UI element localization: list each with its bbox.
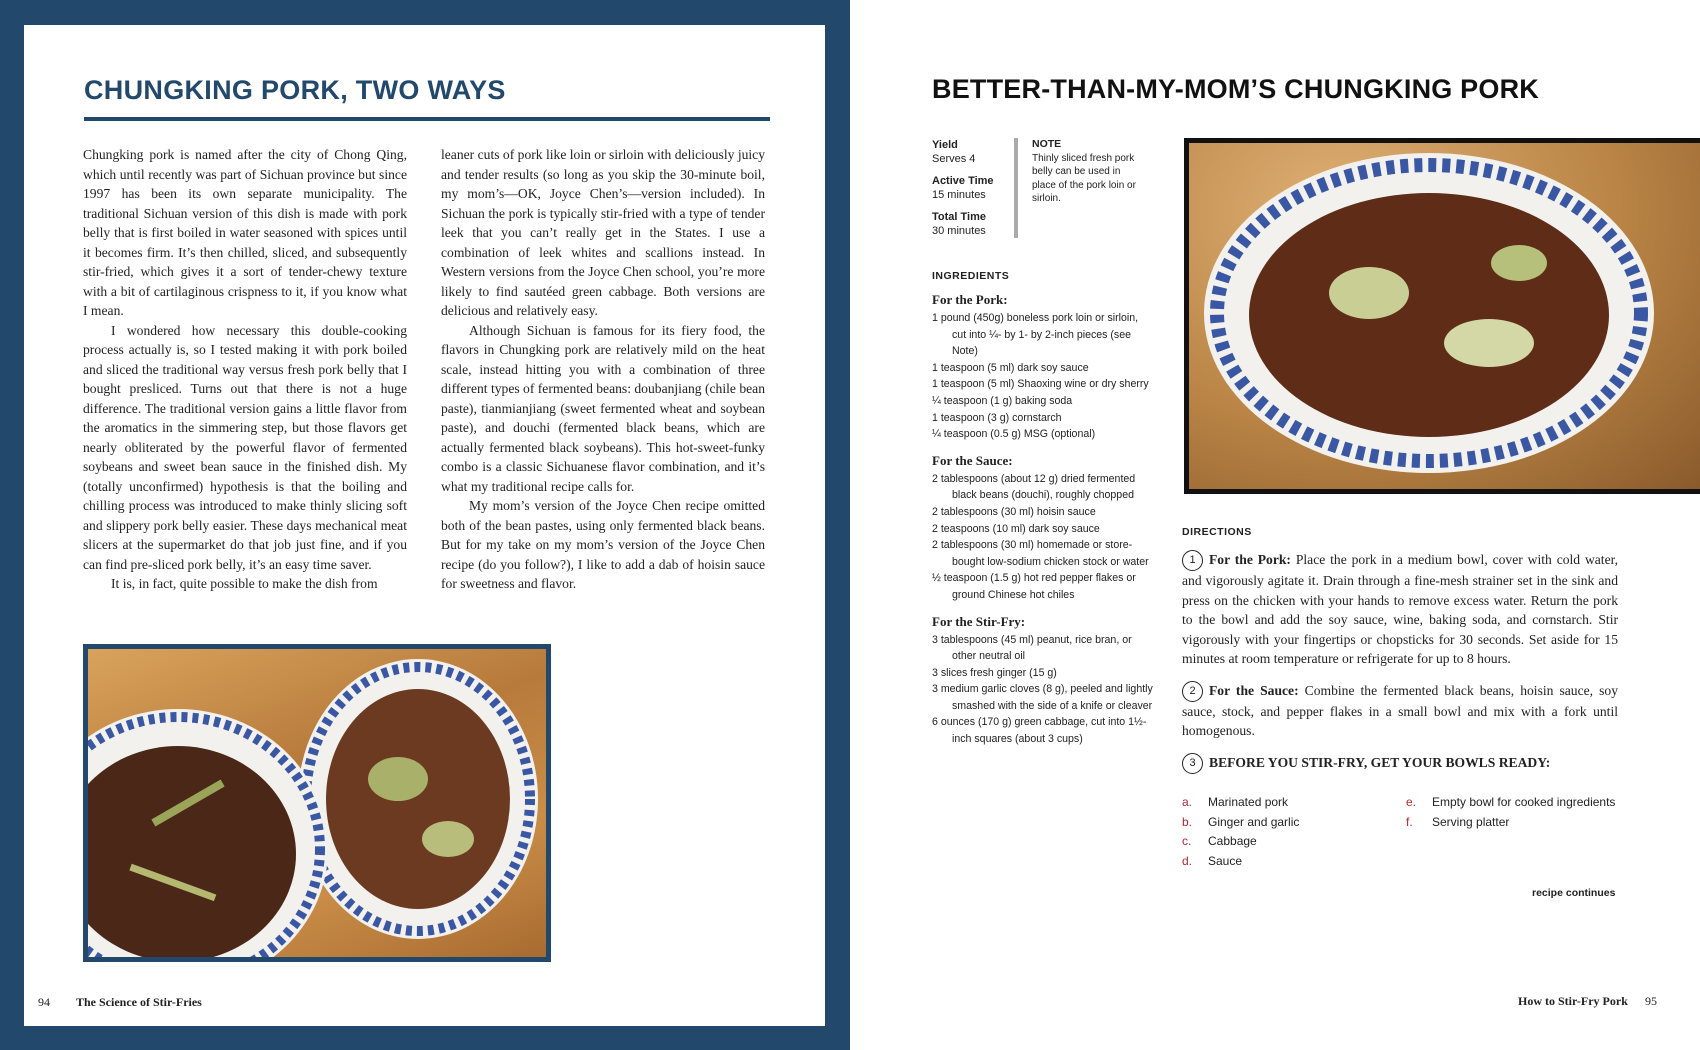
text-column-2	[441, 145, 765, 594]
recipe-title: BETTER-THAN-MY-MOM’S CHUNGKING PORK	[932, 74, 1539, 104]
running-footer: The Science of Stir-Fries	[76, 995, 202, 1009]
cabbage	[1329, 267, 1409, 319]
paragraph: It is, in fact, quite possible to make the dish from	[111, 576, 378, 591]
recipe-photo	[1184, 138, 1700, 494]
ingredient-item: 3 medium garlic cloves (8 g), peeled and lightly smashed with the side of a knife or cleaver	[932, 683, 1153, 712]
left-page	[24, 25, 825, 1026]
ingredient-item: 2 tablespoons (30 ml) homemade or store-bought low-sodium chicken stock or water	[932, 539, 1149, 568]
bowl-item	[1182, 793, 1406, 813]
ingredient-item: ¼ teaspoon (0.5 g) MSG (optional)	[932, 428, 1096, 441]
ingredient-groups	[932, 292, 1154, 748]
bowl-text: Serving platter	[1432, 814, 1510, 829]
ingredient-group-title: For the Sauce:	[932, 452, 1013, 468]
paragraph: leaner cuts of pork like loin or sirloin with deliciously juicy and tender results (so long as you skip the 30-minute boil, my mom’s—OK, Joyce Chen’s—version included). In Sichuan the pork is typically stir-fried with a type of tender leek that you can’t really get in the States. I use a combination of leek whites and scallions instead. In Western versions from the Joyce Chen school, you’re more likely to find sautéed green cabbage. Both versions are delicious and relatively easy.	[441, 147, 765, 318]
text-column-1	[83, 145, 407, 594]
bowl-item	[1406, 832, 1618, 852]
two-bowls-photo	[83, 644, 551, 962]
paragraph: Chungking pork is named after the city of Chong Qing, which until recently was part of Sichuan province but since 1997 has been its own separate municipality. The traditional Sichuan version of this dish is made with pork belly that is first boiled in water seasoned with spices until it becomes firm. It’s then chilled, sliced, and subsequently stir-fried, which gives it a sort of tender-chewy texture with a bit of cartilaginous crispness to it, if you know what I mean.	[83, 147, 407, 318]
step-lead: For the Pork:	[1209, 552, 1291, 567]
bowl-letter: e.	[1406, 795, 1417, 809]
ingredient-item: 2 teaspoons (10 ml) dark soy sauce	[932, 522, 1100, 535]
ingredient-group-title: For the Pork:	[932, 292, 1008, 307]
photo-image	[88, 649, 546, 957]
bowls-illustration	[88, 649, 546, 957]
title-rule	[84, 117, 770, 121]
bowl-letter	[1406, 852, 1432, 872]
bowl-letter: a.	[1182, 795, 1193, 809]
bowl-letter: f.	[1406, 814, 1413, 829]
paragraph: I wondered how necessary this double-cooking process actually is, so I tested making it with pork boiled and sliced the traditional way versus fresh pork belly that I bought presliced. Turns out that there is not a huge difference. The traditional version gains a little flavor from the aromatics in the simmering step, but those flavors get nearly obliterated by the powerful flavor of fermented soybeans and sweet bean sauce in the finished dish. My (totally unconfirmed) hypothesis is that the boiling and chilling process was introduced to make thinly slicing soft and slippery pork belly easier. These days mechanical meat slicers at the supermarket do that job just fine, and if you can find pre-sliced pork belly, it’s an easy time saver.	[83, 322, 407, 572]
photo-image	[1189, 143, 1700, 489]
ingredient-item: 2 tablespoons (about 12 g) dried fermented black beans (douchi), roughly chopped	[932, 472, 1136, 502]
bowl-item	[1182, 832, 1406, 852]
direction-step	[1182, 681, 1618, 741]
direction-step	[1182, 550, 1618, 669]
ingredients-section	[932, 270, 1154, 748]
running-footer: How to Stir-Fry Pork	[1518, 994, 1628, 1008]
ingredient-item: 3 slices fresh ginger (15 g)	[932, 666, 1057, 679]
bowl-text: Marinated pork	[1208, 795, 1289, 809]
ingredients-heading: INGREDIENTS	[932, 270, 1010, 282]
bowl-food	[1249, 193, 1609, 437]
step-number: 1	[1182, 550, 1203, 571]
step-text: Combine the fermented black beans, hoisin sauce, soy sauce, stock, and pepper flakes in a small bowl and mix with a fork until homogenous.	[1182, 682, 1618, 738]
ingredient-list	[932, 471, 1154, 604]
directions-heading: DIRECTIONS	[1182, 526, 1252, 538]
page-title: CHUNGKING PORK, TWO WAYS	[84, 75, 506, 105]
bowl-letter: d.	[1182, 853, 1193, 868]
bowl-item	[1182, 813, 1406, 833]
directions-section	[1182, 526, 1618, 774]
page-number: 94	[38, 995, 50, 1009]
paragraph: My mom’s version of the Joyce Chen recipe omitted both of the bean pastes, using only fermented black beans. But for my take on my mom’s version of the Joyce Chen recipe (do you follow?), I like to add a dab of hoisin sauce for sweetness and flavor.	[441, 498, 765, 591]
bowl-letter: b.	[1182, 814, 1193, 829]
bowl-item	[1406, 852, 1618, 872]
bowl-item	[1182, 852, 1406, 872]
total-time-label: Total Time	[932, 211, 986, 223]
cabbage	[422, 821, 474, 857]
note-label: NOTE	[1032, 138, 1062, 150]
bowl-text: Ginger and garlic	[1208, 814, 1300, 829]
total-time-value: 30 minutes	[932, 225, 986, 237]
ingredient-list	[932, 632, 1154, 748]
yield-label: Yield	[932, 139, 958, 151]
bowls-list	[1182, 793, 1618, 871]
active-time-value: 15 minutes	[932, 189, 986, 201]
ingredient-item: 1 teaspoon (5 ml) Shaoxing wine or dry sherry	[932, 378, 1149, 391]
recipe-note	[1032, 138, 1142, 206]
active-time-label: Active Time	[932, 175, 994, 187]
bowl-item	[1406, 813, 1618, 833]
step-number: 2	[1182, 681, 1203, 702]
page-number: 95	[1645, 994, 1657, 1008]
ingredient-item: 3 tablespoons (45 ml) peanut, rice bran, or other neutral oil	[932, 633, 1132, 663]
ingredient-group-title: For the Stir-Fry:	[932, 613, 1026, 629]
right-bowl-food	[326, 689, 510, 909]
bowl-text: Empty bowl for cooked ingredients	[1432, 795, 1616, 809]
yield-value: Serves 4	[932, 153, 976, 165]
direction-step	[1182, 753, 1618, 774]
step-lead: BEFORE YOU STIR-FRY, GET YOUR BOWLS READY:	[1209, 754, 1551, 770]
bowl-illustration	[1189, 143, 1700, 489]
ingredient-item: 6 ounces (170 g) green cabbage, cut into 1½-inch squares (about 3 cups)	[932, 716, 1147, 746]
recipe-continues: recipe continues	[1532, 887, 1616, 899]
ingredient-list	[932, 310, 1154, 443]
bowl-letter	[1406, 832, 1432, 852]
ingredient-item: 1 teaspoon (5 ml) dark soy sauce	[932, 361, 1089, 374]
cabbage	[1491, 245, 1547, 281]
bowl-text: Sauce	[1208, 853, 1243, 868]
cabbage	[368, 757, 428, 801]
bowl-text: Cabbage	[1208, 834, 1257, 848]
direction-steps	[1182, 550, 1618, 774]
cabbage	[1444, 319, 1534, 367]
step-number: 3	[1182, 753, 1203, 774]
ingredient-item: 1 teaspoon (3 g) cornstarch	[932, 411, 1062, 424]
step-text: Place the pork in a medium bowl, cover with cold water, and vigorously agitate it. Drain through a fine-mesh strainer set in the sink and press on the chicken with your hands to remove excess water. Return the pork to the bowl and add the soy sauce, wine, baking soda, and cornstarch. Stir vigorously with your fingertips or chopsticks for 30 seconds. Set aside for 15 minutes at room temperature or refrigerate for up to 8 hours.	[1182, 552, 1619, 666]
note-text: Thinly sliced fresh pork belly can be used in place of the pork loin or sirloin.	[1032, 152, 1136, 204]
bowl-item	[1406, 793, 1618, 813]
recipe-meta	[932, 138, 994, 246]
ingredient-item: ¼ teaspoon (1 g) baking soda	[932, 394, 1073, 407]
meta-divider	[1014, 138, 1018, 238]
bowl-letter: c.	[1182, 834, 1192, 848]
ingredient-item: 2 tablespoons (30 ml) hoisin sauce	[932, 505, 1096, 518]
ingredient-item: ½ teaspoon (1.5 g) hot red pepper flakes or ground Chinese hot chiles	[932, 572, 1136, 601]
step-lead: For the Sauce:	[1209, 682, 1299, 698]
paragraph: Although Sichuan is famous for its fiery food, the flavors in Chungking pork are relatively mild on the heat scale, instead hitting you with a combination of three different types of fermented beans: doubanjiang (chile bean paste), tianmianjiang (sweet fermented wheat and soybean paste), and douchi (fermented black beans, which are actually fermented black soybeans). This hot-sweet-funky combo is a classic Sichuanese flavor combination, and it’s what my traditional recipe calls for.	[441, 322, 765, 494]
ingredient-item: 1 pound (450g) boneless pork loin or sirloin, cut into ¼- by 1- by 2-inch pieces (see Note)	[932, 312, 1139, 358]
